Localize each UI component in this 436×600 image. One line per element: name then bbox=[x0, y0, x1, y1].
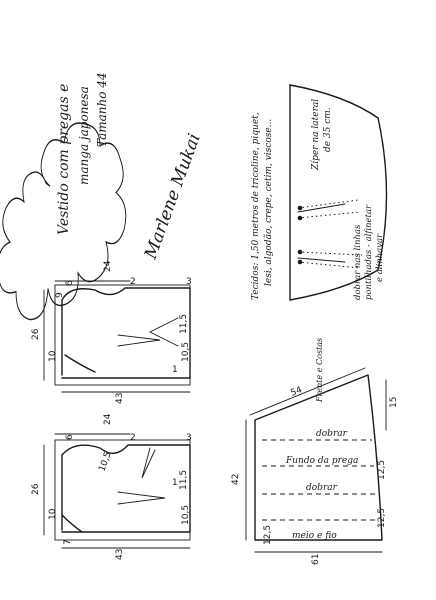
bodice-top-label-m-b: 9 bbox=[55, 292, 65, 298]
bodice-pattern-top bbox=[31, 260, 192, 404]
signature-text: Marlene Mukai bbox=[140, 131, 205, 262]
bodice-top-dart-b: 10,5 bbox=[181, 341, 191, 362]
bodice-bottom-label-m-b: 10 bbox=[48, 508, 58, 520]
pleat-note bbox=[353, 204, 385, 300]
bodice-bottom-dart-b: 10,5 bbox=[181, 504, 191, 525]
bodice-top-dart-2 bbox=[118, 335, 160, 346]
bodice-bottom-label-m-a: 6 bbox=[65, 434, 75, 440]
bodice-top-frame bbox=[55, 285, 190, 385]
skirt-label-m3: 12,5 bbox=[263, 524, 273, 545]
skirt-meio-e-fio: meio e fio bbox=[292, 531, 337, 541]
skirt-label-15: 15 bbox=[389, 396, 399, 408]
bodice-bottom-label-43: 43 bbox=[115, 548, 125, 560]
skirt-label-m2: 12,5 bbox=[377, 507, 387, 528]
bodice-pattern-bottom bbox=[31, 413, 192, 560]
bodice-bottom-label-24: 24 bbox=[103, 413, 113, 425]
bodice-bottom-curve: 10,5 bbox=[97, 450, 114, 474]
bodice-bottom-label-m-c: 7 bbox=[63, 539, 73, 545]
bodice-bottom-dart-1 bbox=[142, 448, 155, 478]
bodice-top-neck bbox=[65, 355, 95, 372]
zipper-note-line-2: de 35 cm. bbox=[323, 107, 333, 152]
title-cloud bbox=[0, 72, 126, 319]
bodice-bottom-neck bbox=[62, 515, 82, 532]
bodice-top-dart-a: 11,5 bbox=[179, 313, 189, 334]
title-line-1: Vestido com pregas e bbox=[56, 83, 72, 235]
title-line-3: Tamanho 44 bbox=[95, 72, 109, 147]
skirt-label-42: 42 bbox=[231, 473, 241, 485]
pleat-pin-3 bbox=[298, 250, 303, 255]
skirt-label-54: 54 bbox=[289, 385, 304, 399]
skirt-front-back: Frente e Costas bbox=[315, 337, 324, 402]
bodice-top-dart-1 bbox=[150, 318, 178, 346]
skirt-fundo: Fundo da prega bbox=[286, 456, 359, 466]
pleat-left-curve bbox=[290, 85, 378, 118]
bodice-bottom-outline bbox=[62, 445, 190, 532]
skirt-dobrar-1: dobrar bbox=[316, 429, 347, 439]
pleat-note-line-1: dobrar nas linhas bbox=[353, 224, 363, 300]
title-line-2: manga japonesa bbox=[77, 86, 91, 185]
bodice-bottom-frame bbox=[55, 440, 190, 540]
bodice-top-pt-2: 2 bbox=[130, 277, 136, 287]
skirt-dobrar-2: dobrar bbox=[306, 483, 337, 493]
bodice-bottom-dart-a: 11,5 bbox=[179, 469, 189, 490]
pleat-line-2 bbox=[298, 258, 345, 262]
bodice-top-label-43: 43 bbox=[115, 392, 125, 404]
pleat-pin-2 bbox=[298, 216, 303, 221]
pleat-pin-4 bbox=[298, 260, 303, 265]
bodice-bottom-dart-2 bbox=[118, 492, 165, 504]
pleat-diagram bbox=[290, 85, 387, 300]
fabric-note-line-2: lesi, algodão, crepe, cetim, viscose... bbox=[264, 118, 274, 286]
bodice-bottom-pt-1: 1 bbox=[172, 478, 178, 488]
zipper-note bbox=[310, 99, 333, 171]
bodice-bottom-pt-2: 2 bbox=[130, 433, 136, 443]
bodice-top-label-24: 24 bbox=[103, 260, 113, 272]
bodice-top-label-26: 26 bbox=[31, 328, 41, 340]
skirt-label-61: 61 bbox=[311, 553, 321, 565]
pleat-fold-2 bbox=[298, 212, 360, 218]
skirt-label-m1: 12,5 bbox=[377, 459, 387, 480]
bodice-top-label-m-a: 6 bbox=[65, 280, 75, 286]
pleat-note-line-3: e alinhavar bbox=[375, 233, 385, 282]
pleat-fold-4 bbox=[298, 262, 360, 268]
fabric-note-line-1: Tecidos: 1,50 metros de tricoline, piquet, bbox=[251, 112, 261, 300]
bodice-top-pt-3: 3 bbox=[186, 277, 192, 287]
bodice-bottom-pt-3: 3 bbox=[186, 433, 192, 443]
bodice-bottom-label-26: 26 bbox=[31, 483, 41, 495]
signature bbox=[141, 131, 205, 263]
fabric-note bbox=[251, 112, 274, 300]
skirt-pattern bbox=[231, 338, 399, 565]
bodice-top-label-m-c: 10 bbox=[48, 350, 58, 362]
skirt-dim-54 bbox=[250, 368, 365, 415]
pleat-note-line-2: pontilhadas - alfinetar bbox=[364, 204, 374, 300]
zipper-note-line-1: Zíper na lateral bbox=[311, 98, 321, 170]
pleat-pin-1 bbox=[298, 206, 303, 211]
bodice-top-pt-1: 1 bbox=[172, 365, 178, 375]
